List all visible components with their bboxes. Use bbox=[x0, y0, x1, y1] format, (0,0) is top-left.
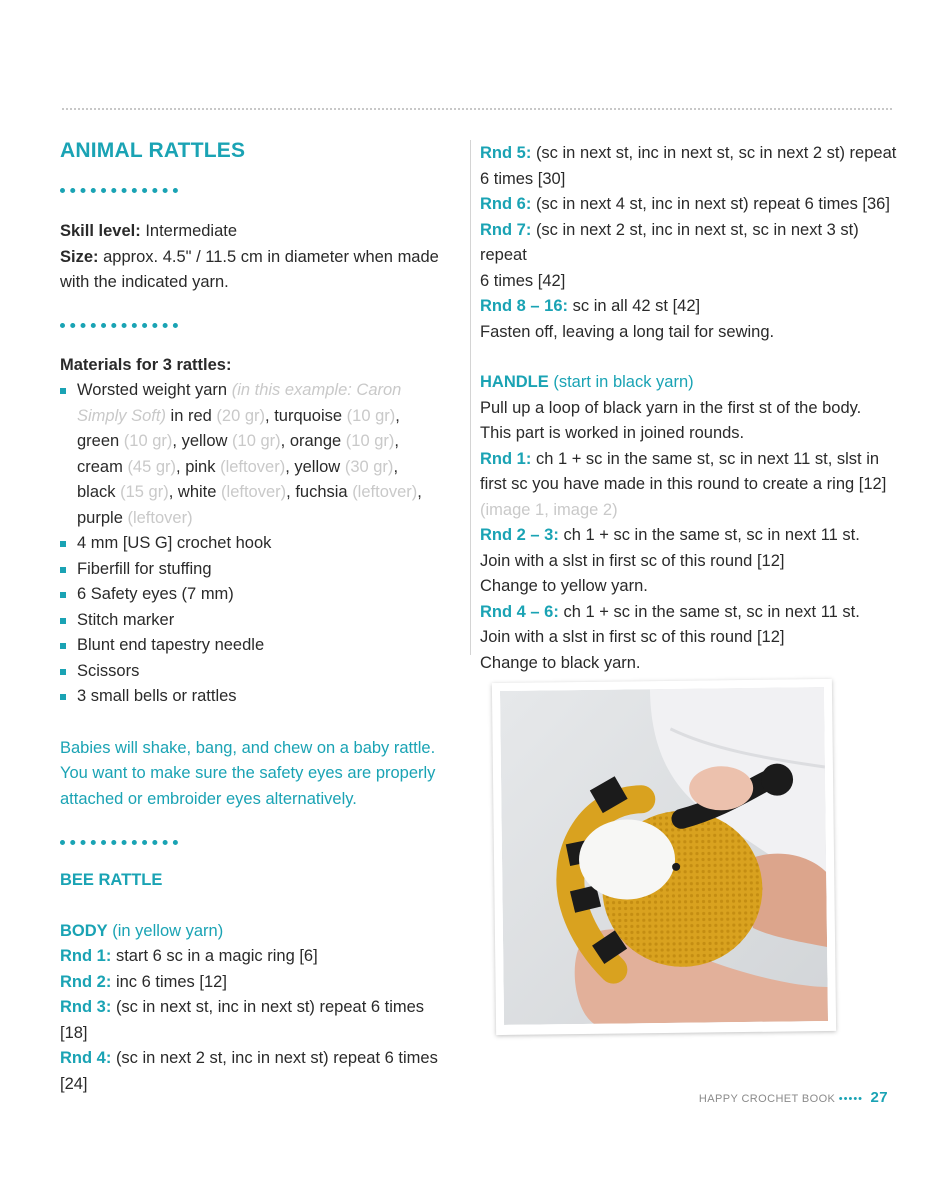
body-heading: BODY bbox=[60, 921, 108, 940]
list-item: 6 Safety eyes (7 mm) bbox=[60, 582, 455, 608]
bee-rattle-photo bbox=[492, 679, 836, 1035]
right-column: Rnd 5: (sc in next st, inc in next st, sc in next 2 st) repeat 6 times [30] Rnd 6: (sc in next 4 st, inc in next st) repeat 6 times [36] Rnd 7: (sc in next 2 st, inc in next st, sc in next 3 st) repeat 6 times [42] Rnd 8 – 16: sc in all 42 st [42] Fasten off, leaving a long tail for sewing. HANDLE (start in black yarn) Pull up a loop of black yarn in the first st of the body. This part is worked in joined rounds. Rnd 1: ch 1 + sc in the same st, sc in next 11 st, slst in first sc you have made in this round to create a ring [12] (image 1, image 2) Rnd 2 – 3: ch 1 + sc in the same st, sc in next 11 st. Join with a slst in first sc of this round [12] Change to yellow yarn. Rnd 4 – 6: ch 1 + sc in the same st, sc in next 11 st. Join with a slst in first sc of this round [12] Change to black yarn. bbox=[480, 141, 900, 676]
list-item: Stitch marker bbox=[60, 608, 455, 634]
dotted-divider bbox=[60, 840, 178, 845]
list-item: 4 mm [US G] crochet hook bbox=[60, 531, 455, 557]
materials-list bbox=[60, 378, 455, 710]
round-line: Rnd 5: (sc in next st, inc in next st, sc in next 2 st) repeat bbox=[480, 144, 897, 162]
body-subheading: (in yellow yarn) bbox=[112, 921, 224, 940]
page-number: 27 bbox=[870, 1089, 888, 1106]
top-dotted-rule bbox=[62, 108, 892, 110]
body-heading-line bbox=[60, 919, 455, 945]
footer-dots: ••••• bbox=[838, 1093, 864, 1105]
pattern-info bbox=[60, 219, 455, 296]
skill-label: Skill level: bbox=[60, 222, 141, 240]
left-column bbox=[60, 138, 455, 1097]
page-title: ANIMAL RATTLES bbox=[60, 139, 246, 162]
bullet-icon bbox=[60, 618, 66, 624]
bullet-icon bbox=[60, 669, 66, 675]
skill-value: Intermediate bbox=[145, 222, 238, 240]
body-section bbox=[60, 919, 455, 1098]
size-label: Size: bbox=[60, 247, 99, 266]
book-title: HAPPY CROCHET BOOK bbox=[698, 1093, 836, 1105]
list-item: 3 small bells or rattles bbox=[60, 684, 455, 710]
column-divider bbox=[470, 140, 471, 655]
round-line: Rnd 7: (sc in next 2 st, inc in next st, sc in next 3 st) repeat bbox=[480, 220, 859, 264]
size-line bbox=[60, 245, 455, 271]
bee-rattle-illustration bbox=[500, 687, 828, 1025]
list-item: Worsted weight yarn (in this example: Caron Simply Soft) in red (20 gr), turquoise (10 gr), green (10 gr), yellow (10 gr), orange (10 gr), cream (45 gr), pink (leftover), yellow (30 gr), black (15 gr), white (leftover), fuchsia (leftover), purple (leftover) bbox=[60, 378, 455, 531]
bee-heading: BEE RATTLE bbox=[60, 871, 163, 889]
dotted-divider bbox=[60, 188, 178, 193]
image-reference: (image 1, image 2) bbox=[480, 500, 618, 519]
bullet-icon bbox=[60, 541, 66, 547]
size-value: approx. 4.5" / 11.5 cm in diameter when made bbox=[103, 247, 439, 266]
round-line: Rnd 3: (sc in next st, inc in next st) repeat 6 times [18] bbox=[60, 998, 425, 1042]
round-line: Rnd 2: inc 6 times [12] bbox=[60, 972, 227, 991]
list-item: Scissors bbox=[60, 659, 455, 685]
round-line: Rnd 1: start 6 sc in a magic ring [6] bbox=[60, 947, 318, 965]
handle-heading-line bbox=[480, 370, 900, 396]
round-line: Rnd 4 – 6: ch 1 + sc in the same st, sc in next 11 st. bbox=[480, 602, 860, 621]
fasten-off-line: Fasten off, leaving a long tail for sewing. bbox=[480, 322, 775, 341]
bullet-icon bbox=[60, 388, 66, 394]
handle-subheading: (start in black yarn) bbox=[553, 373, 694, 391]
handle-heading: HANDLE bbox=[480, 373, 549, 391]
bullet-icon bbox=[60, 643, 66, 649]
round-line: Rnd 1: ch 1 + sc in the same st, sc in next 11 st, slst in bbox=[480, 449, 880, 468]
round-line-cont: 6 times [30] bbox=[480, 169, 566, 188]
round-line: Rnd 6: (sc in next 4 st, inc in next st) repeat 6 times [36] bbox=[480, 195, 890, 213]
list-item: Blunt end tapestry needle bbox=[60, 633, 455, 659]
bullet-icon bbox=[60, 567, 66, 573]
round-line-cont: 6 times [42] bbox=[480, 271, 566, 290]
bullet-icon bbox=[60, 694, 66, 700]
photo-image bbox=[500, 687, 828, 1025]
materials-heading: Materials for 3 rattles: bbox=[60, 355, 232, 374]
materials-section bbox=[60, 353, 455, 710]
safety-note: Babies will shake, bang, and chew on a baby rattle. You want to make sure the safety eyes are properly attached or embroider eyes alternatively. bbox=[60, 738, 436, 808]
round-line: Rnd 8 – 16: sc in all 42 st [42] bbox=[480, 297, 701, 315]
round-line: Rnd 2 – 3: ch 1 + sc in the same st, sc in next 11 st. bbox=[480, 526, 860, 544]
skill-level-line bbox=[60, 219, 455, 245]
round-line: Rnd 4: (sc in next 2 st, inc in next st) repeat 6 times [24] bbox=[60, 1049, 438, 1093]
bullet-icon bbox=[60, 592, 66, 598]
page-footer bbox=[699, 1089, 888, 1106]
list-item: Fiberfill for stuffing bbox=[60, 557, 455, 583]
size-line-2: with the indicated yarn. bbox=[60, 273, 229, 291]
dotted-divider bbox=[60, 323, 178, 328]
